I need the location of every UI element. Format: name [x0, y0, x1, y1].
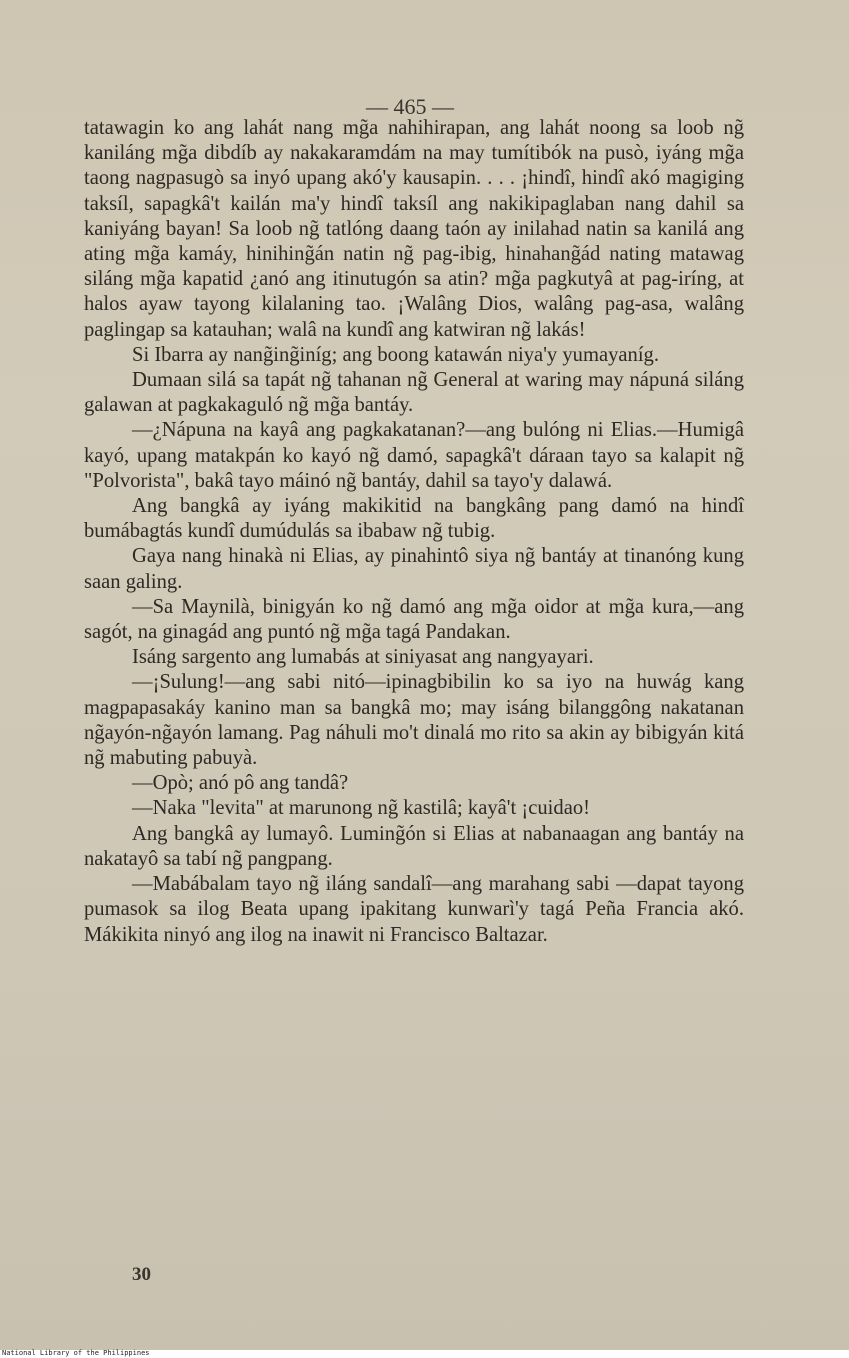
body-text [84, 116, 744, 948]
paragraph: Gaya nang hinakà ni Elias, ay pinahintô siya ng̃ bantáy at tinanóng kung saan galing. [84, 545, 744, 593]
library-credit: National Library of the Philippines [2, 1349, 150, 1357]
paragraph: —¿Nápuna na kayâ ang pagkakatanan?—ang bulóng ni Elias.—Humigâ kayó, upang matakpán ko kayó ng̃ damó, sapagkâ't dáraan tayo sa kalapit ng̃ "Polvorista", bakâ tayo máinó ng̃ bantáy, dahil sa tayo'y dalawá. [84, 419, 744, 492]
paragraph: —Opò; anó pô ang tandâ? [132, 772, 349, 795]
paragraph: —Mabábalam tayo ng̃ iláng sandalî—ang marahang sabi —dapat tayong pumasok sa ilog Beata upang ipakitang kunwarì'y tagá Peña Francia akó. Mákikita ninyó ang ilog na inawit ni Francisco Baltazar. [84, 873, 744, 946]
paragraph: Si Ibarra ay nang̃ing̃iníg; ang boong katawán niya'y yumayaníg. [132, 343, 660, 366]
signature-mark: 30 [132, 1264, 151, 1285]
paragraph: —Sa Maynilà, binigyán ko ng̃ damó ang mg̃a oidor at mg̃a kura,—ang sagót, na ginagád ang puntó ng̃ mg̃a tagá Pandakan. [84, 595, 744, 644]
paragraph: Ang bangkâ ay lumayô. Luming̃ón si Elias at nabanaagan ang bantáy na nakatayô sa tabí ng̃ pangpang. [84, 822, 744, 870]
paragraph: —Naka "levita" at marunong ng̃ kastilâ; kayâ't ¡cuidao! [132, 797, 590, 820]
paragraph: tatawagin ko ang lahát nang mg̃a nahihirapan, ang lahát noong sa loob ng̃ kaniláng mg̃a dibdíb ay nakakaramdám na may tumítibók na pusò, iyáng mg̃a taong nagpasugò sa inyó upang akó'y kausapin. . . . ¡hindî, hindî akó magiging taksíl, sapagkâ't kailán ma'y hindî taksíl ang nakikipaglaban nang dahil sa kaniyáng bayan! Sa loob ng̃ tatlóng daang taón ay inilahad natin sa kanilá ang ating mg̃a kamáy, hinihing̃án natin ng̃ pag-ibig, hinahang̃ád nating matawag siláng mg̃a kapatid ¿anó ang itinutugón sa atin? mg̃a pagkutyâ at pag-iríng, at halos ayaw tayong kilalaning tao. ¡Walâng Dios, walâng pag-asa, walâng paglingap sa katauhan; walâ na kundî ang katwiran ng̃ lakás! [84, 117, 744, 341]
paragraph: Isáng sargento ang lumabás at siniyasat ang nangyayari. [132, 646, 594, 669]
paragraph: —¡Sulung!—ang sabi nitó—ipinagbibilin ko sa iyo na huwág kang magpapasakáy kanino man sa bangkâ mo; may isáng bilanggông nakatanan ng̃ayón-ng̃ayón lamang. Pag náhuli mo't dinalá mo rito sa akin ay bibigyán kitá ng̃ mabuting pabuyà. [84, 671, 744, 770]
page-number: — 465 — [366, 94, 454, 119]
paragraph: Ang bangkâ ay iyáng makikitid na bangkâng pang damó na hindî bumábagtás kundî dumúdulás sa ibabaw ng̃ tubig. [84, 495, 744, 543]
paragraph: Dumaan silá sa tapát ng̃ tahanan ng̃ General at waring may nápuná siláng galawan at pagkakaguló ng̃ mg̃a bantáy. [84, 369, 744, 417]
